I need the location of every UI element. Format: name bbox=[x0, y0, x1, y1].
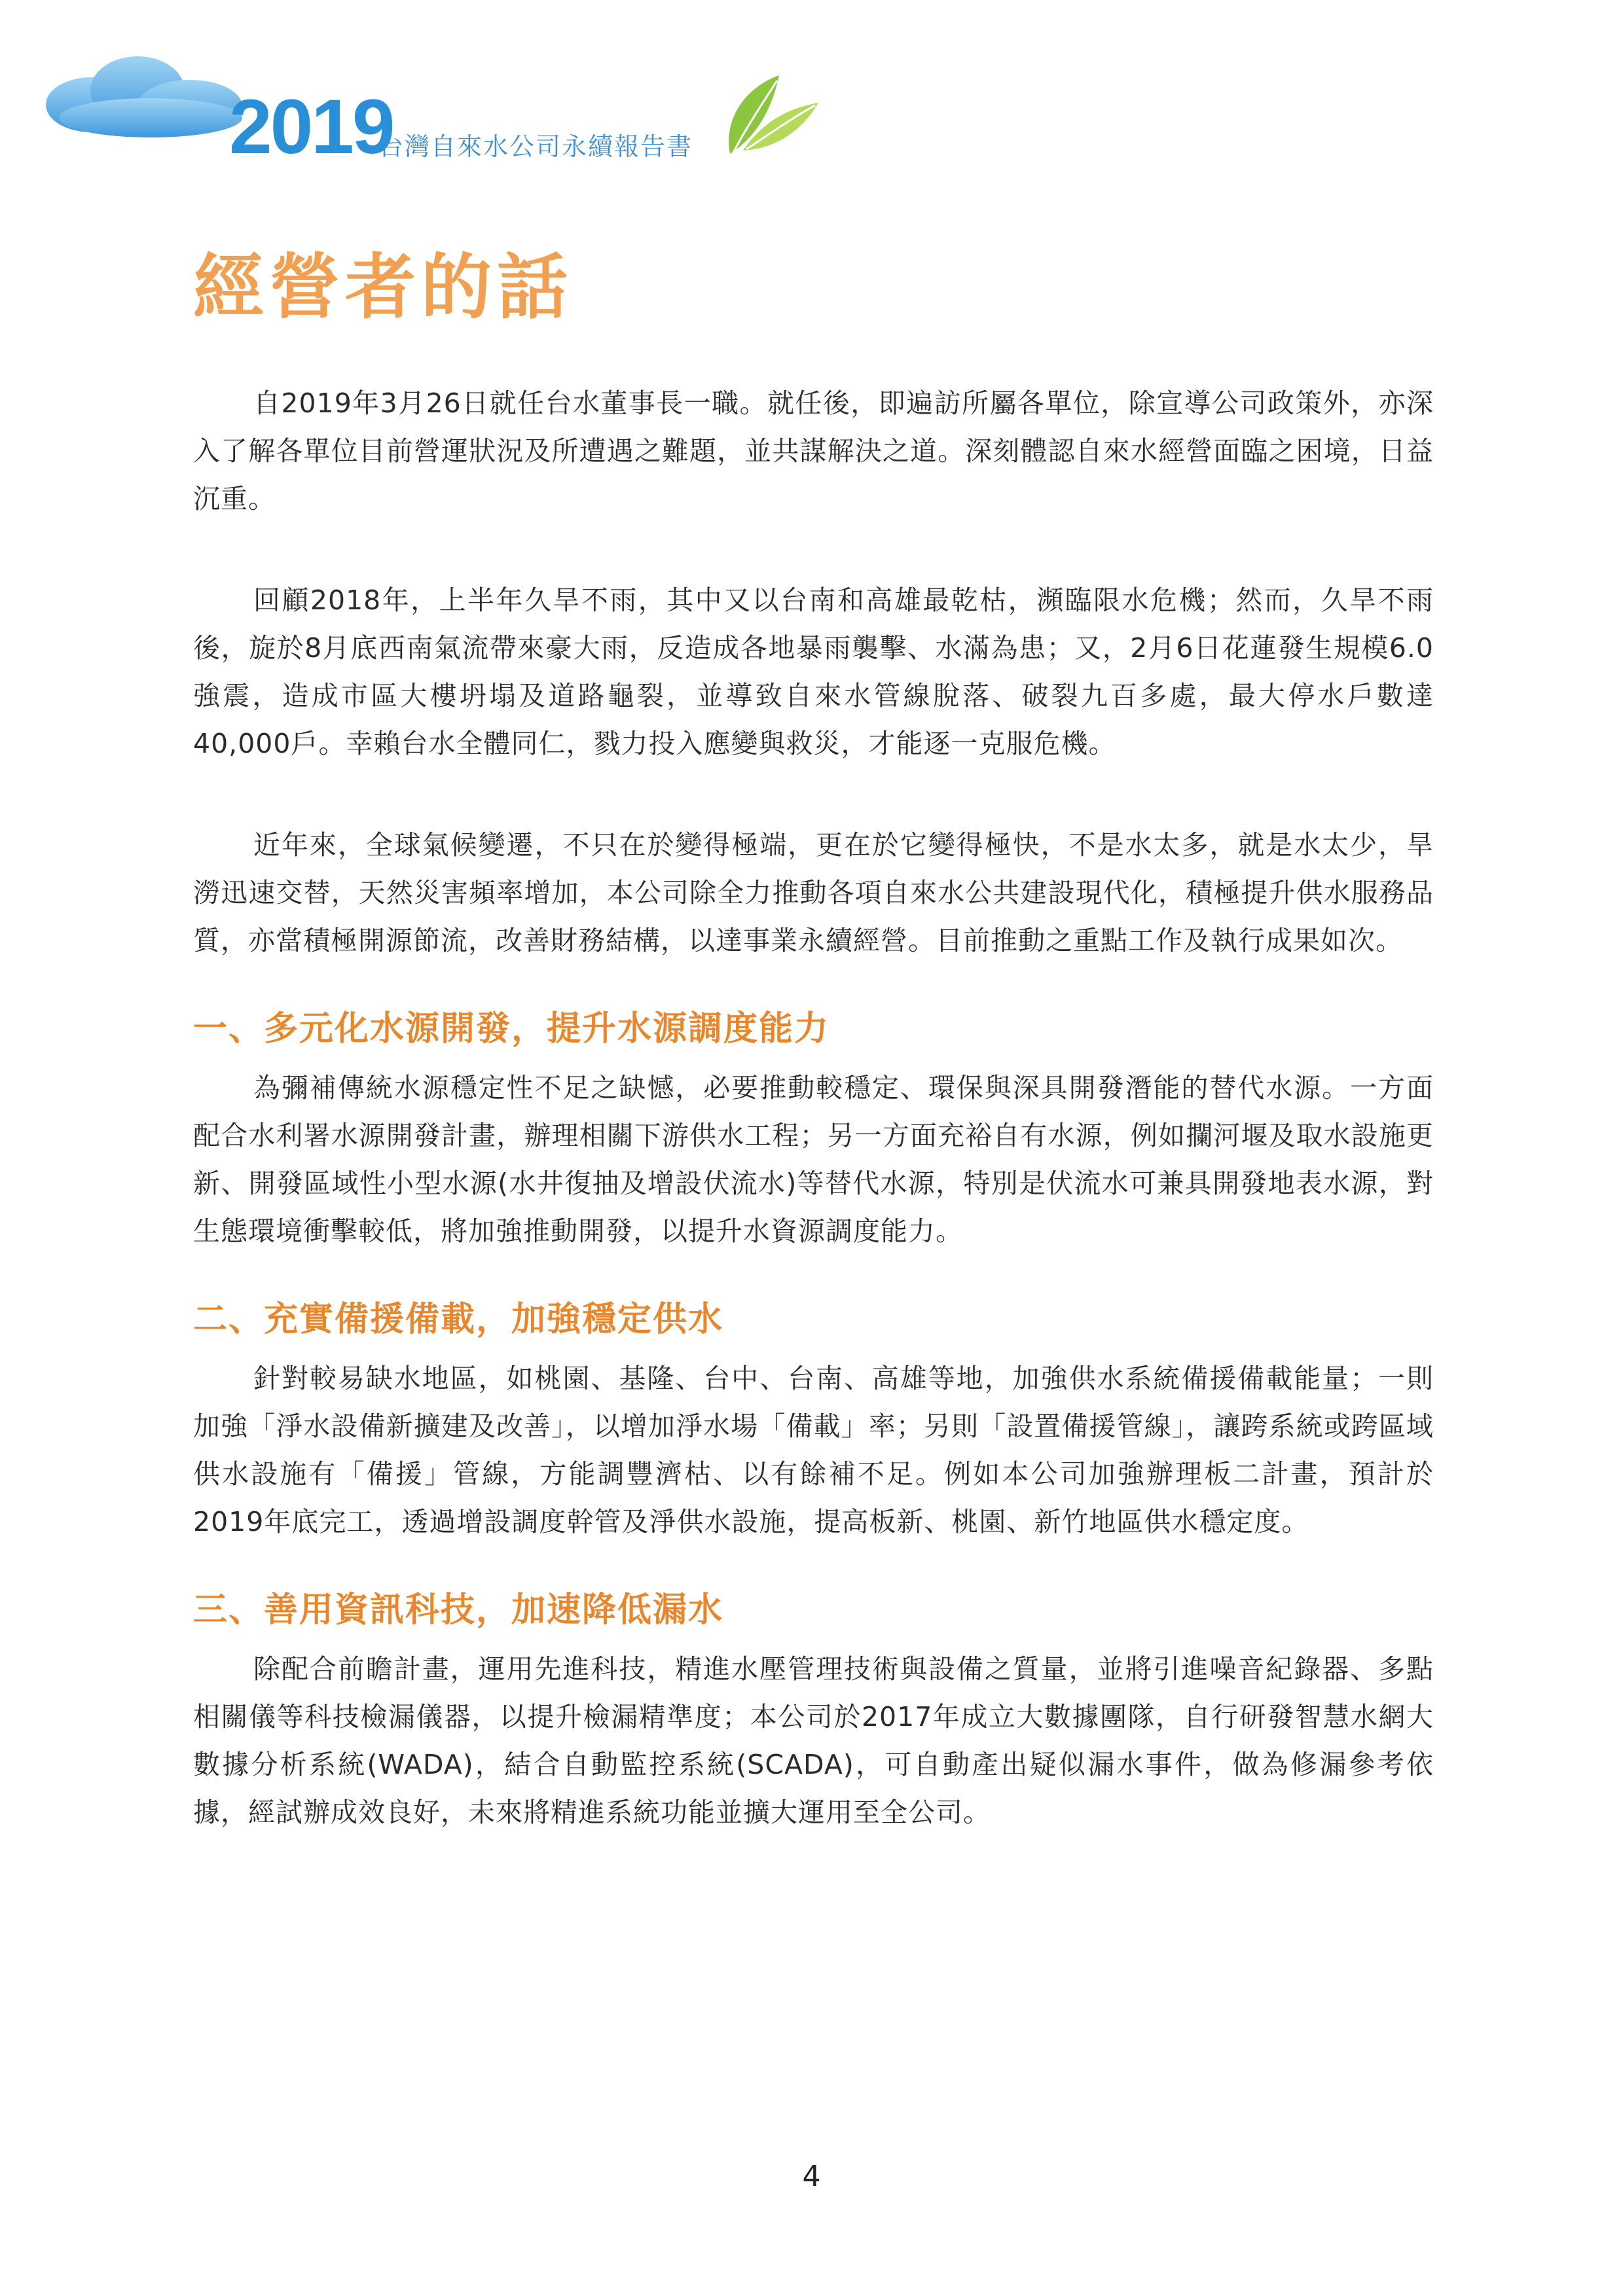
paragraph-intro: 自2019年3月26日就任台水董事長一職。就任後，即遍訪所屬各單位，除宣導公司政策外，亦深入了解各單位目前營運狀況及所遭遇之難題，並共謀解決之道。深刻體認自來水經營面臨之困境，日益沉重。 bbox=[193, 387, 1434, 514]
spacer bbox=[193, 1346, 1434, 1355]
page-number: 4 bbox=[802, 2160, 821, 2193]
report-header bbox=[0, 0, 1623, 170]
spacer bbox=[193, 523, 1434, 577]
section-body-1: 為彌補傳統水源穩定性不足之缺憾，必要推動較穩定、環保與深具開發潛能的替代水源。一方面配合水利署水源開發計畫，辦理相關下游供水工程；另一方面充裕自有水源，例如攔河堰及取水設施更新、開發區域性小型水源(水井復抽及增設伏流水)等替代水源，特別是伏流水可兼具開發地表水源，對生態環境衝擊較低，將加強推動開發，以提升水資源調度能力。 bbox=[193, 1072, 1434, 1247]
spacer bbox=[193, 1055, 1434, 1064]
report-title: 台灣自來水公司永續報告書 bbox=[378, 132, 693, 161]
cloud-icon bbox=[39, 52, 255, 144]
paragraph-review-2018: 回顧2018年，上半年久旱不雨，其中又以台南和高雄最乾枯，瀕臨限水危機；然而，久旱不雨後，旋於8月底西南氣流帶來豪大雨，反造成各地暴雨襲擊、水滿為患；又，2月6日花蓮發生規模6.0強震，造成市區大樓坍塌及道路龜裂，並導致自來水管線脫落、破裂九百多處，最大停水戶數達40,000戶。幸賴台水全體同仁，戮力投入應變與救災，才能逐一克服危機。 bbox=[193, 584, 1434, 759]
paragraph-climate: 近年來，全球氣候變遷，不只在於變得極端，更在於它變得極快，不是水太多，就是水太少，旱澇迅速交替，天然災害頻率增加，本公司除全力推動各項自來水公共建設現代化，積極提升供水服務品質，亦當積極開源節流，改善財務結構，以達事業永續經營。目前推動之重點工作及執行成果如次。 bbox=[193, 829, 1434, 956]
section-body-2: 針對較易缺水地區，如桃園、基隆、台中、台南、高雄等地，加強供水系統備援備載能量；一則加強「淨水設備新擴建及改善」，以增加淨水場「備載」率；另則「設置備援管線」，讓跨系統或跨區域供水設施有「備援」管線，方能調豐濟枯、以有餘補不足。例如本公司加強辦理板二計畫，預計於2019年底完工，透過增設調度幹管及淨供水設施，提高板新、桃園、新竹地區供水穩定度。 bbox=[193, 1363, 1434, 1537]
section-heading-2: 二、充實備援備載，加強穩定供水 bbox=[193, 1300, 724, 1339]
leaf-icon bbox=[717, 62, 822, 160]
spacer bbox=[193, 768, 1434, 821]
spacer bbox=[193, 1255, 1434, 1293]
section-body-3: 除配合前瞻計畫，運用先進科技，精進水壓管理技術與設備之質量，並將引進噪音紀錄器、多點相關儀等科技檢漏儀器，以提升檢漏精準度；本公司於2017年成立大數據團隊，自行研發智慧水網大數據分析系統(WADA)，結合自動監控系統(SCADA)，可自動產出疑似漏水事件，做為修漏參考依據，經試辦成效良好，未來將精進系統功能並擴大運用至全公司。 bbox=[193, 1653, 1434, 1828]
page-heading: 經營者的話 bbox=[193, 247, 574, 329]
spacer bbox=[193, 1636, 1434, 1645]
spacer bbox=[193, 965, 1434, 1003]
spacer bbox=[193, 1546, 1434, 1584]
section-heading-1: 一、多元化水源開發，提升水源調度能力 bbox=[193, 1009, 830, 1049]
section-heading-3: 三、善用資訊科技，加速降低漏水 bbox=[193, 1590, 724, 1630]
report-year: 2019 bbox=[229, 84, 393, 170]
main-content bbox=[193, 380, 1434, 1837]
